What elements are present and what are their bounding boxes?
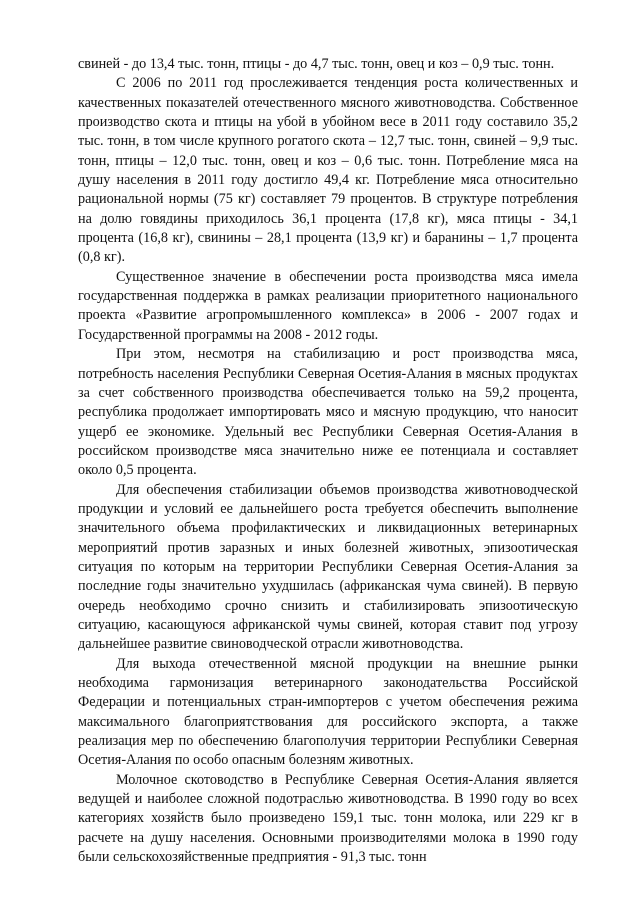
paragraph-export-harmonization: Для выхода отечественной мясной продукции на внешние рынки необходима гармонизация ветеринарного законодательства Российской Федерации и потенциальных стран-импортеров с учетом обеспечения режима максимального благоприятствования для российского экспорта, а также реализация мер по обеспечению благополучия территории Республики Северная Осетия-Алания по особо опасным болезням животных. [78,655,578,769]
paragraph-meat-production-growth: С 2006 по 2011 год прослеживается тенденция роста количественных и качественных показателей отечественного мясного животноводства. Собственное производство скота и птицы на убой в убойном весе в 2011 году составило 35,2 тыс. тонн, в том числе крупного рогатого скота – 12,7 тыс. тонн, свиней – 9,9 тыс. тонн, птицы – 12,0 тыс. тонн, овец и коз – 0,6 тыс. тонн. Потребление мяса на душу населения в 2011 году достигло 49,4 кг. Потребление мяса относительно рациональной нормы (75 кг) составляет 79 процентов. В структуре потребления на долю говядины приходилось 36,1 процента (17,8 кг), мяса птицы - 34,1 процента (16,8 кг), свинины – 28,1 процента (13,9 кг) и баранины – 1,7 процента (0,8 кг). [78,75,578,266]
paragraph-veterinary-measures: Для обеспечения стабилизации объемов производства животноводческой продукции и условий ее дальнейшего роста требуется обеспечить выполнение значительного объема профилактических и ликвидационных ветеринарных мероприятий против заразных и иных болезней животных, эпизоотическая ситуация по которым на территории Республики Северная Осетия-Алания за последние годы значительно ухудшилась (африканская чума свиней). В первую очередь необходимо срочно снизить и стабилизировать эпизоотическую ситуацию, касающуюся африканской чумы свиней, которая ставит под угрозу дальнейшее развитие свиноводческой отрасли животноводства. [78,481,578,653]
paragraph-intro-continuation: свиней - до 13,4 тыс. тонн, птицы - до 4,7 тыс. тонн, овец и коз – 0,9 тыс. тонн. [78,56,555,72]
paragraph-dairy-farming: Молочное скотоводство в Республике Северная Осетия-Алания является ведущей и наиболее сложной подотраслью животноводства. В 1990 году во всех категориях хозяйств было произведено 159,1 тыс. тонн молока, или 229 кг в расчете на душу населения. Основными производителями молока в 1990 году были сельскохозяйственные предприятия - 91,3 тыс. тонн [78,771,578,866]
paragraph-meat-import-dependence: При этом, несмотря на стабилизацию и рост производства мяса, потребность населения Республики Северная Осетия-Алания в мясных продуктах за счет собственного производства обеспечивается только на 59,2 процента, республика продолжает импортировать мясо и мясную продукцию, что наносит ущерб ее экономике. Удельный вес Республики Северная Осетия-Алания в российском производстве мяса значительно ниже ее потенциала и составляет около 0,5 процента. [78,346,578,479]
paragraph-state-support: Существенное значение в обеспечении роста производства мяса имела государственная поддержка в рамках реализации приоритетного национального проекта «Развитие агропромышленного комплекса» в 2006 - 2007 годах и Государственной программы на 2008 - 2012 годы. [78,268,578,343]
document-page [78,55,578,867]
